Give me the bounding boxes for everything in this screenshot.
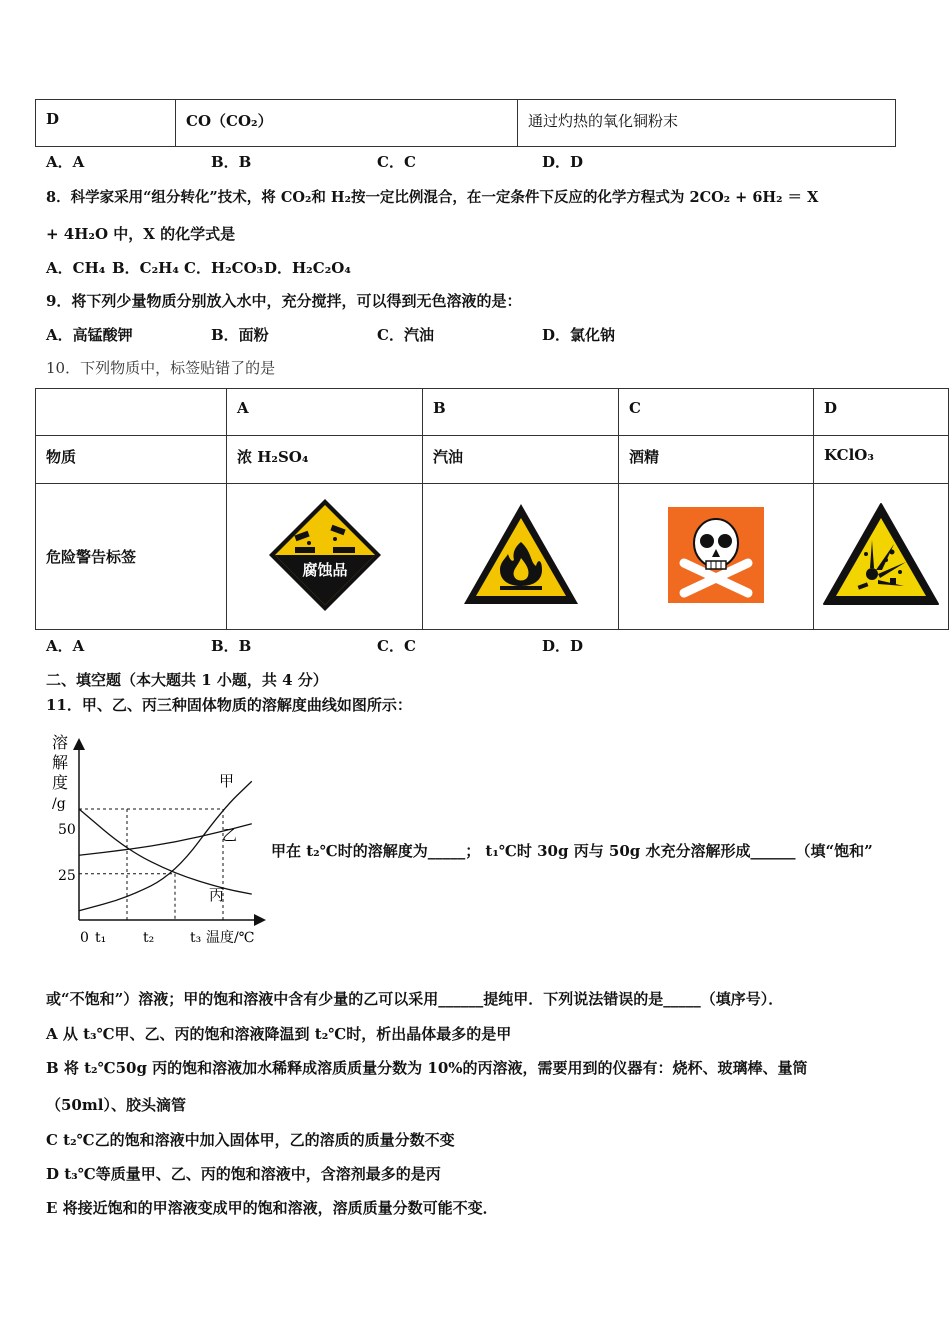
explosive-sign-icon: [820, 500, 942, 610]
y-label-2: 解: [52, 753, 69, 772]
x-tick-t3: t₃: [190, 930, 202, 946]
legend-乙: 乙: [222, 826, 238, 844]
q11-item-c: C t₂℃乙的饱和溶液中加入固体甲，乙的溶质的质量分数不变: [46, 1131, 455, 1149]
q11-item-a: A 从 t₃℃甲、乙、丙的饱和溶液降温到 t₂℃时，析出晶体最多的是甲: [46, 1025, 512, 1043]
section2-title: 二、填空题（本大题共 1 小题，共 4 分）: [46, 671, 328, 689]
q10-header-b: B: [423, 389, 619, 436]
q10-cell-explosive: [814, 484, 949, 630]
q10-option-c[interactable]: C．C: [377, 637, 416, 655]
q8-line1: 8．科学家采用“组分转化”技术，将 CO₂和 H₂按一定比例混合，在一定条件下反应的化学方程式为 2CO₂ + 6H₂ ＝ X: [46, 189, 819, 206]
corrosive-text: 腐蚀品: [301, 560, 348, 579]
q10-header-empty: [36, 389, 227, 436]
x-tick-t2: t₂: [143, 930, 155, 946]
solubility-chart: [46, 730, 268, 952]
q11-item-d: D t₃℃等质量甲、乙、丙的饱和溶液中，含溶剂最多的是丙: [46, 1165, 441, 1183]
q9-text: 9．将下列少量物质分别放入水中，充分搅拌，可以得到无色溶液的是：: [46, 292, 522, 310]
q11-item-e: E 将接近饱和的甲溶液变成甲的饱和溶液，溶质质量分数可能不变．: [46, 1199, 498, 1217]
x-axis-label: 温度/℃: [206, 930, 255, 946]
q9-option-d[interactable]: D．氯化钠: [542, 326, 616, 344]
q8-option-c[interactable]: C．H₂CO₃: [184, 259, 264, 277]
curve-甲: [79, 781, 252, 911]
q7-option-d[interactable]: D．D: [542, 153, 584, 171]
q10-substance-c: 酒精: [619, 436, 814, 484]
q10-header-a: A: [227, 389, 423, 436]
q11-side-text: 甲在 t₂℃时的溶解度为_____； t₁℃时 30g 丙与 50g 水充分溶解形成______（填“饱和”: [271, 842, 873, 860]
curve-丙: [79, 809, 252, 894]
y-label-1: 溶: [52, 733, 69, 752]
q7-option-c[interactable]: C．C: [377, 153, 416, 171]
q10-cell-flammable: [423, 484, 619, 630]
row-d-table: [35, 99, 896, 147]
q8-line2: + 4H₂O 中，X 的化学式是: [46, 225, 236, 243]
y-tick-25: 25: [58, 868, 76, 884]
toxic-sign-icon: [666, 505, 766, 605]
q7-option-b[interactable]: B．B: [211, 153, 252, 171]
y-tick-50: 50: [58, 822, 76, 838]
q10-cell-corrosive: [227, 484, 423, 630]
flammable-sign-icon: [460, 500, 582, 610]
row-d-method: 通过灼热的氧化铜粉末: [518, 100, 896, 147]
q10-substance-a: 浓 H₂SO₄: [227, 436, 423, 484]
q11-text: 11．甲、乙、丙三种固体物质的溶解度曲线如图所示：: [46, 696, 412, 714]
q10-text: 10．下列物质中，标签贴错了的是: [46, 359, 276, 377]
q11-line2: 或“不饱和”）溶液；甲的饱和溶液中含有少量的乙可以采用______提纯甲．下列说法错误的是_____（填序号）．: [46, 990, 784, 1008]
q10-header-d: D: [814, 389, 949, 436]
q10-option-a[interactable]: A．A: [46, 637, 85, 655]
row-d-letter: D: [36, 100, 176, 147]
q11-item-b-cont: （50ml）、胶头滴管: [46, 1096, 186, 1114]
q9-option-a[interactable]: A．高锰酸钾: [46, 326, 133, 344]
q8-option-d[interactable]: D．H₂C₂O₄: [264, 259, 351, 277]
q10-table: [35, 388, 949, 630]
legend-甲: 甲: [219, 772, 235, 790]
q9-option-b[interactable]: B．面粉: [211, 326, 269, 344]
q10-header-c: C: [619, 389, 814, 436]
q10-substance-label: 物质: [36, 436, 227, 484]
q10-option-b[interactable]: B．B: [211, 637, 252, 655]
q8-option-b[interactable]: B．C₂H₄: [112, 259, 179, 277]
q9-option-c[interactable]: C．汽油: [377, 326, 434, 344]
y-label-3: 度: [52, 773, 69, 792]
q10-substance-d: KClO₃: [814, 436, 949, 484]
q10-hazard-label: 危险警告标签: [36, 484, 227, 630]
q10-substance-b: 汽油: [423, 436, 619, 484]
x-tick-t1: t₁: [95, 930, 107, 946]
q10-option-d[interactable]: D．D: [542, 637, 584, 655]
q8-option-a[interactable]: A．CH₄: [46, 259, 106, 277]
legend-丙: 丙: [209, 886, 225, 904]
y-label-4: /g: [52, 796, 66, 812]
q11-item-b: B 将 t₂℃50g 丙的饱和溶液加水稀释成溶质质量分数为 10%的丙溶液，需要用到的仪器有：烧杯、玻璃棒、量筒: [46, 1059, 808, 1077]
corrosive-sign-icon: [265, 495, 385, 615]
q7-option-a[interactable]: A．A: [46, 153, 85, 171]
x-tick-0: 0: [80, 930, 89, 946]
row-d-substance: CO（CO₂）: [176, 100, 518, 147]
q10-cell-toxic: [619, 484, 814, 630]
